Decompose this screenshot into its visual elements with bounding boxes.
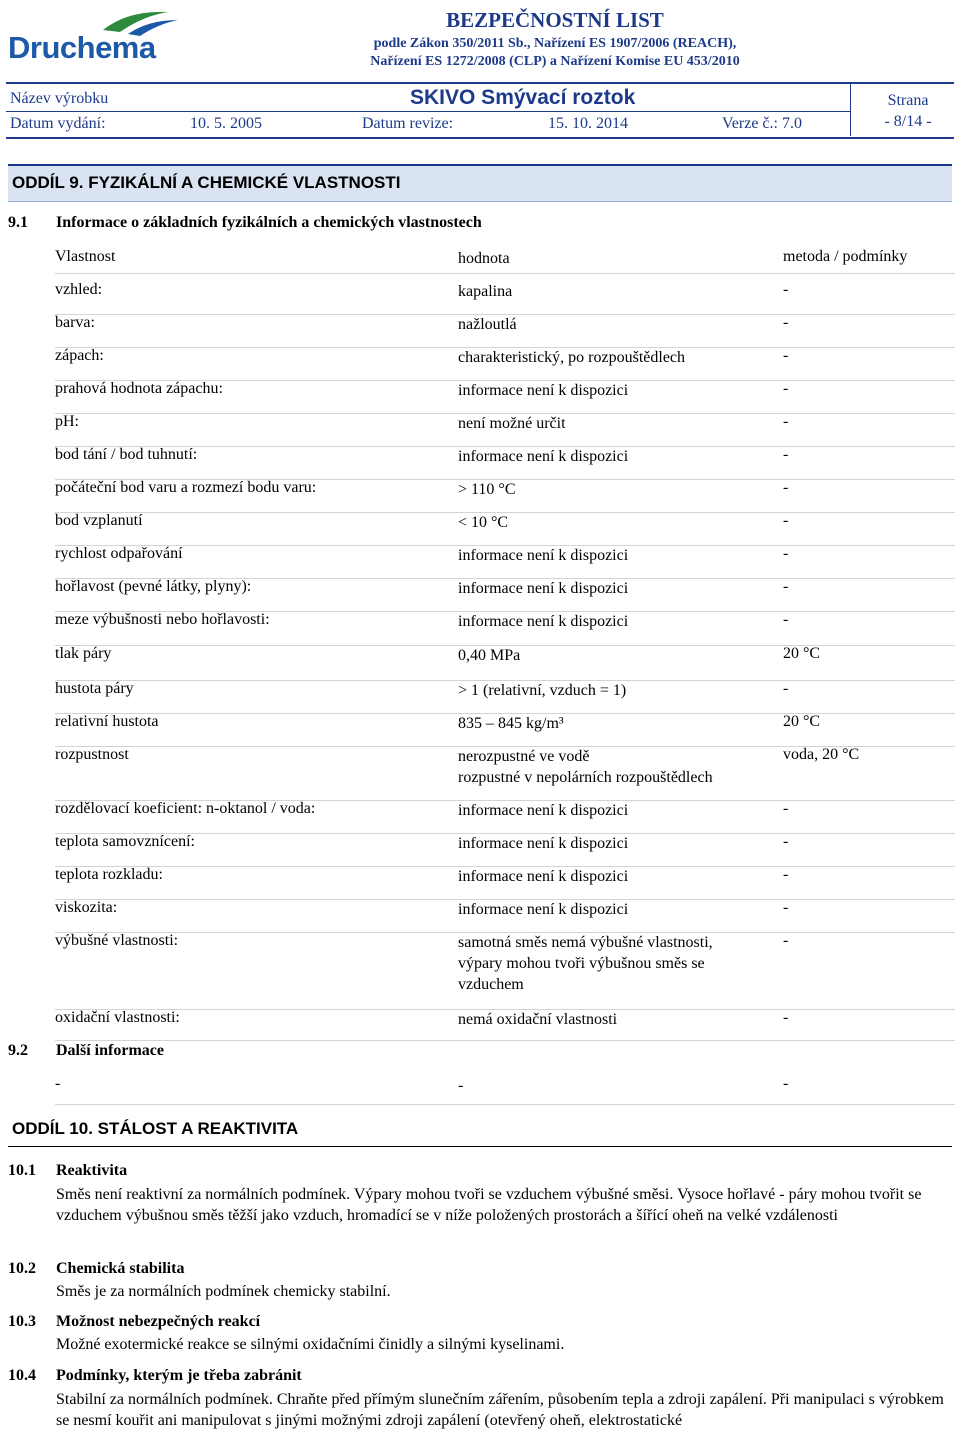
item-10-1-number: 10.1 — [8, 1162, 36, 1179]
item-10-4-text: Stabilní za normálních podmínek. Chraňte před přímým slunečním zářením, působením tepla a zdroji zapálení. Při manipulaci s výrobkem se nesmí kouřit ani manipulovat s jinými možnými zdroji zapálení (otevřený oheň, elektrostatické — [56, 1391, 944, 1429]
product-label: Název výrobku — [10, 90, 109, 107]
item-10-1-text: Směs není reaktivní za normálních podmínek. Výpary mohou tvoři se vzduchem výbušné směsi. Vysoce hořlavé - páry mohou tvořit se vzduchem výbušnou směs těžší jako vzduch, hromadící se v níže položených prostorách a šířící oheň na velké vzdálenosti — [56, 1186, 922, 1224]
property-cell: vzhled: — [55, 281, 103, 298]
item-10-2-number: 10.2 — [8, 1260, 36, 1277]
column-header-value: hodnota — [458, 250, 510, 267]
property-cell: barva: — [55, 314, 95, 331]
method-cell: - — [783, 833, 789, 850]
method-cell: - — [783, 380, 789, 397]
table-row — [55, 545, 955, 579]
value-cell: informace není k dispozici — [458, 835, 629, 852]
value-cell: informace není k dispozici — [458, 802, 629, 819]
value-cell: informace není k dispozici — [458, 382, 629, 399]
item-10-2-title: Chemická stabilita — [56, 1260, 185, 1277]
value-cell: informace není k dispozici — [458, 613, 629, 630]
page-number: - 8/14 - — [884, 113, 932, 130]
property-cell: tlak páry — [55, 645, 112, 662]
table-row — [55, 713, 955, 747]
table-row — [55, 611, 955, 646]
value-cell: informace není k dispozici — [458, 580, 629, 597]
method-cell: - — [783, 281, 789, 298]
method-cell: - — [783, 680, 789, 697]
section-10-heading: ODDÍL 10. STÁLOST A REAKTIVITA — [12, 1119, 299, 1138]
value-cell: 0,40 MPa — [458, 647, 521, 664]
issue-date-value: 10. 5. 2005 — [190, 115, 262, 132]
document-subtitle-2: Nařízení ES 1272/2008 (CLP) a Nařízení Komise EU 453/2010 — [370, 54, 740, 69]
property-cell: rychlost odpařování — [55, 545, 183, 562]
item-10-3-title: Možnost nebezpečných reakcí — [56, 1313, 261, 1330]
product-name: SKIVO Smývací roztok — [410, 86, 636, 109]
method-cell: - — [783, 347, 789, 364]
value-cell: informace není k dispozici — [458, 547, 629, 564]
table-row — [55, 680, 955, 714]
section-9-heading: ODDÍL 9. FYZIKÁLNÍ A CHEMICKÉ VLASTNOSTI — [8, 164, 952, 202]
method-cell: - — [783, 545, 789, 562]
subsection-9-2-title: Další informace — [56, 1042, 164, 1059]
property-cell: relativní hustota — [55, 713, 159, 730]
method-cell: voda, 20 °C — [783, 746, 860, 763]
method-cell: - — [783, 1009, 789, 1026]
value-cell: informace není k dispozici — [458, 868, 629, 885]
property-cell: hořlavost (pevné látky, plyny): — [55, 578, 252, 595]
subsection-9-1-title: Informace o základních fyzikálních a chemických vlastnostech — [56, 214, 482, 231]
further-info-property: - — [55, 1075, 61, 1092]
subsection-9-2-number: 9.2 — [8, 1042, 28, 1059]
item-10-4-number: 10.4 — [8, 1367, 36, 1384]
header-divider — [6, 82, 954, 84]
subsection-9-1-number: 9.1 — [8, 214, 28, 231]
property-cell: viskozita: — [55, 899, 118, 916]
header-bottom-divider — [6, 137, 954, 139]
property-cell: teplota rozkladu: — [55, 866, 163, 883]
section-10-divider — [8, 1146, 952, 1147]
table-row — [55, 314, 955, 348]
column-header-property: Vlastnost — [55, 248, 116, 265]
table-row — [55, 932, 955, 1010]
version: Verze č.: 7.0 — [722, 115, 802, 132]
value-cell: kapalina — [458, 283, 513, 300]
table-row — [55, 1009, 955, 1041]
method-cell: - — [783, 446, 789, 463]
further-info-value: - — [458, 1077, 464, 1094]
method-cell: - — [783, 800, 789, 817]
page-label: Strana — [887, 92, 929, 109]
property-cell: prahová hodnota zápachu: — [55, 380, 223, 397]
value-cell: 835 – 845 kg/m³ — [458, 715, 564, 732]
table-row — [55, 746, 955, 801]
table-row — [55, 645, 955, 681]
value-cell: samotná směs nemá výbušné vlastnosti, výpary mohou tvoři výbušnou směs se vzduchem — [458, 934, 713, 993]
value-cell: informace není k dispozici — [458, 448, 629, 465]
table-row — [55, 899, 955, 933]
document-subtitle-1: podle Zákon 350/2011 Sb., Nařízení ES 1907/2006 (REACH), — [373, 36, 737, 51]
method-cell: - — [783, 578, 789, 595]
property-cell: bod tání / bod tuhnutí: — [55, 446, 198, 463]
method-cell: - — [783, 413, 789, 430]
value-cell: nerozpustné ve vodě rozpustné v nepolárních rozpouštědlech — [458, 748, 713, 786]
table-row — [55, 347, 955, 381]
table-header — [55, 248, 955, 274]
property-cell: meze výbušnosti nebo hořlavosti: — [55, 611, 270, 628]
property-cell: pH: — [55, 413, 79, 430]
document-title: BEZPEČNOSTNÍ LIST — [446, 8, 664, 32]
table-row — [55, 866, 955, 900]
property-cell: rozdělovací koeficient: n-oktanol / voda: — [55, 800, 316, 817]
property-cell: teplota samovznícení: — [55, 833, 195, 850]
value-cell: < 10 °C — [458, 514, 509, 531]
revision-date-label: Datum revize: — [362, 115, 454, 132]
value-cell: informace není k dispozici — [458, 901, 629, 918]
table-row — [55, 281, 955, 315]
table-row — [55, 833, 955, 867]
item-10-3-number: 10.3 — [8, 1313, 36, 1330]
table-row — [55, 512, 955, 546]
value-cell: > 1 (relativní, vzduch = 1) — [458, 682, 627, 699]
property-cell: zápach: — [55, 347, 104, 364]
issue-date-label: Datum vydání: — [10, 115, 106, 132]
table-row — [55, 479, 955, 513]
header-row-divider — [6, 111, 850, 112]
table-row — [55, 413, 955, 447]
item-10-3-text: Možné exotermické reakce se silnými oxidačními činidly a silnými kyselinami. — [56, 1336, 565, 1353]
property-cell: oxidační vlastnosti: — [55, 1009, 180, 1026]
property-cell: výbušné vlastnosti: — [55, 932, 179, 949]
further-info-row — [55, 1075, 955, 1105]
method-cell: - — [783, 479, 789, 496]
column-header-method: metoda / podmínky — [783, 248, 908, 265]
table-row — [55, 380, 955, 414]
method-cell: 20 °C — [783, 713, 821, 730]
page-divider — [850, 84, 851, 136]
item-10-2-text: Směs je za normálních podmínek chemicky stabilní. — [56, 1283, 391, 1300]
property-cell: rozpustnost — [55, 746, 129, 763]
revision-date-value: 15. 10. 2014 — [548, 115, 628, 132]
method-cell: - — [783, 932, 789, 949]
value-cell: > 110 °C — [458, 481, 516, 498]
value-cell: nažloutlá — [458, 316, 517, 333]
further-info-method: - — [783, 1075, 789, 1092]
item-10-4-title: Podmínky, kterým je třeba zabránit — [56, 1367, 302, 1384]
property-cell: počáteční bod varu a rozmezí bodu varu: — [55, 479, 317, 496]
method-cell: - — [783, 512, 789, 529]
method-cell: - — [783, 866, 789, 883]
method-cell: 20 °C — [783, 645, 821, 662]
table-row — [55, 578, 955, 612]
table-row — [55, 446, 955, 480]
method-cell: - — [783, 899, 789, 916]
value-cell: není možné určit — [458, 415, 566, 432]
property-cell: hustota páry — [55, 680, 134, 697]
method-cell: - — [783, 611, 789, 628]
method-cell: - — [783, 314, 789, 331]
table-row — [55, 800, 955, 834]
item-10-1-title: Reaktivita — [56, 1162, 128, 1179]
logo-text: Druchema — [8, 30, 156, 65]
property-cell: bod vzplanutí — [55, 512, 143, 529]
value-cell: charakteristický, po rozpouštědlech — [458, 349, 686, 366]
value-cell: nemá oxidační vlastnosti — [458, 1011, 618, 1028]
